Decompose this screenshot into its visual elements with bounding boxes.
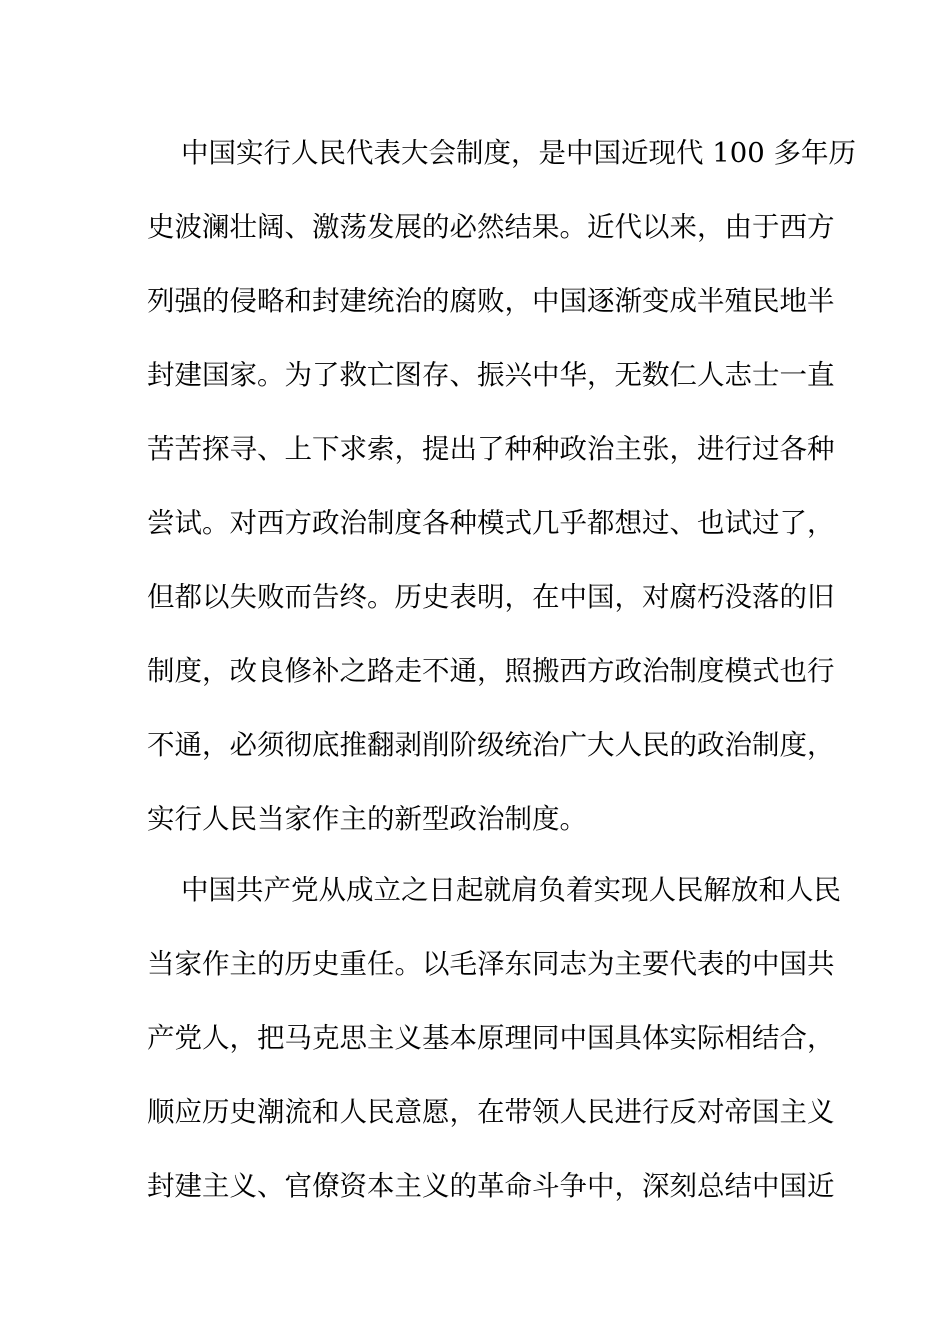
paragraph-1-line-8: 制度，改良修补之路走不通，照搬西方政治制度模式也行 [147, 655, 835, 687]
paragraph-1-line-2: 史波澜壮阔、激荡发展的必然结果。近代以来，由于西方 [147, 211, 835, 243]
paragraph-1-line-3: 列强的侵略和封建统治的腐败，中国逐渐变成半殖民地半 [147, 285, 835, 317]
paragraph-2-line-2: 当家作主的历史重任。以毛泽东同志为主要代表的中国共 [147, 948, 835, 980]
paragraph-1-line-9: 不通，必须彻底推翻剥削阶级统治广大人民的政治制度， [147, 729, 835, 761]
paragraph-1-line-5: 苦苦探寻、上下求索，提出了种种政治主张，进行过各种 [147, 433, 835, 465]
paragraph-2-line-3: 产党人，把马克思主义基本原理同中国具体实际相结合， [147, 1022, 835, 1054]
paragraph-1-line-4: 封建国家。为了救亡图存、振兴中华，无数仁人志士一直 [147, 359, 835, 391]
paragraph-1-line-1: 中国实行人民代表大会制度，是中国近现代 100 多年历 [181, 137, 856, 169]
paragraph-2-line-5: 封建主义、官僚资本主义的革命斗争中，深刻总结中国近 [147, 1170, 835, 1202]
paragraph-1-line-10: 实行人民当家作主的新型政治制度。 [147, 803, 587, 835]
paragraph-2-line-4: 顺应历史潮流和人民意愿，在带领人民进行反对帝国主义 [147, 1096, 835, 1128]
paragraph-1-line-6: 尝试。对西方政治制度各种模式几乎都想过、也试过了， [147, 507, 835, 539]
paragraph-2-line-1: 中国共产党从成立之日起就肩负着实现人民解放和人民 [181, 874, 841, 906]
paragraph-1-line-7: 但都以失败而告终。历史表明，在中国，对腐朽没落的旧 [147, 581, 835, 613]
